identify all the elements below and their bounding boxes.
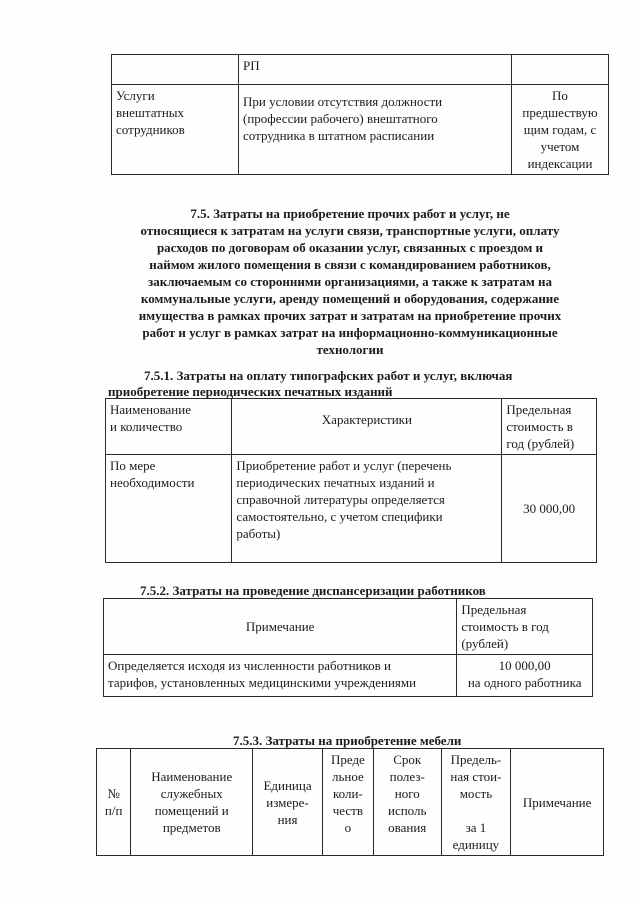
section-7-5-1-heading — [108, 368, 593, 400]
table-7-5-2-header-note: Примечание — [104, 599, 457, 655]
top-table-condition: При условии отсутствия должности (профессии рабочего) внештатного сотрудника в штатном расписании — [239, 85, 512, 175]
top-table-empty-cell — [112, 55, 239, 85]
section-7-5-1-heading-line2: приобретение периодических печатных изданий — [108, 384, 393, 399]
table-7-5-3-header-note: Примечание — [511, 749, 604, 856]
table-7-5-3-header-number: № п/п — [97, 749, 131, 856]
table-7-5-3-header-name: Наименование служебных помещений и предметов — [131, 749, 253, 856]
table-7-5-2-row-note: Определяется исходя из численности работников и тарифов, установленных медицинскими учреждениями — [104, 655, 457, 697]
table-7-5-1-row-cost: 30 000,00 — [502, 455, 597, 563]
table-7-5-3-header-quantity: Преде льное коли- честв о — [322, 749, 373, 856]
section-7-5-heading: 7.5. Затраты на приобретение прочих работ и услуг, не относящиеся к затратам на услуги связи, транспортные услуги, оплату расходов по договорам об оказании услуг, связанных с проездом и наймом жилого помещения в связи с командированием работников, заключаемым со сторонними организациями, а также к затратам на коммунальные услуги, аренду помещений и оборудования, содержание имущества в рамках прочих затрат и затратам на приобретение прочих работ и услуг в рамках затрат на информационно-коммуникационные технологии — [138, 206, 562, 357]
table-7-5-1 — [105, 398, 597, 563]
table-7-5-1-row-characteristics: Приобретение работ и услуг (перечень периодических печатных изданий и справочной литературы определяется самостоятельно, с учетом специфики работы) — [232, 455, 502, 563]
top-table-empty-cell-right — [512, 55, 609, 85]
table-7-5-3-header-cost: Предель- ная стои- мость за 1 единицу — [441, 749, 511, 856]
section-7-5-1-heading-line1: 7.5.1. Затраты на оплату типографских работ и услуг, включая — [144, 368, 513, 383]
section-7-5-3-heading: 7.5.3. Затраты на приобретение мебели — [233, 733, 462, 748]
top-table-cost-basis: По предшествую щим годам, с учетом индексации — [512, 85, 609, 175]
section-7-5-2-heading: 7.5.2. Затраты на проведение диспансеризации работников — [140, 583, 486, 598]
table-7-5-1-header-characteristics: Характеристики — [232, 399, 502, 455]
table-7-5-3-header-unit: Единица измере- ния — [253, 749, 323, 856]
table-7-5-1-header-name: Наименование и количество — [106, 399, 232, 455]
top-table-rp-cell: РП — [239, 55, 512, 85]
table-7-5-1-row-name: По мере необходимости — [106, 455, 232, 563]
top-table-service-name: Услуги внештатных сотрудников — [112, 85, 239, 175]
table-7-5-3-header-term: Срок полез- ного исполь ования — [373, 749, 441, 856]
top-table — [111, 54, 609, 175]
table-7-5-2-row-cost: 10 000,00 на одного работника — [457, 655, 593, 697]
table-7-5-1-header-cost: Предельная стоимость в год (рублей) — [502, 399, 597, 455]
table-7-5-2 — [103, 598, 593, 697]
table-7-5-2-header-cost: Предельная стоимость в год (рублей) — [457, 599, 593, 655]
table-7-5-3 — [96, 748, 604, 856]
